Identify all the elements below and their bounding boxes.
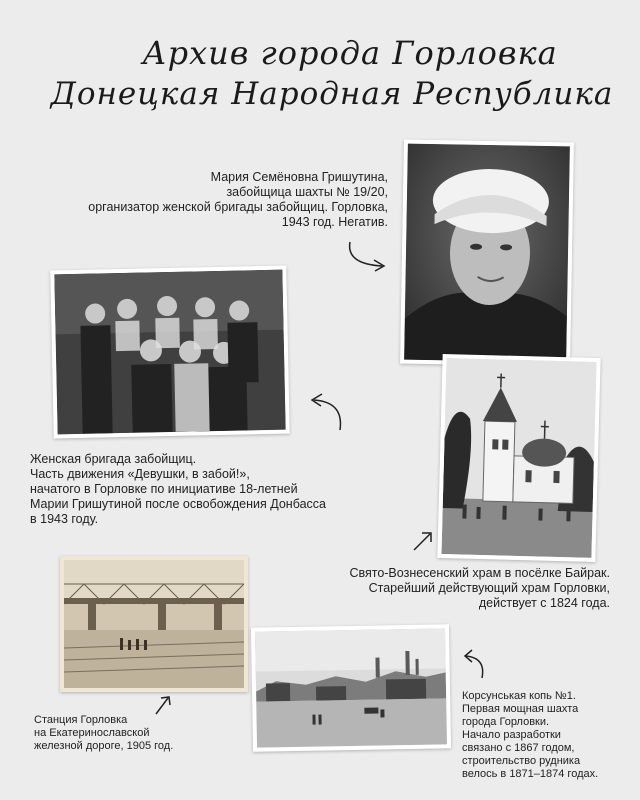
caption-line: города Горловки.	[462, 716, 550, 728]
caption-mine	[462, 690, 632, 781]
caption-line: Свято-Вознесенский храм в посёлке Байрак.	[349, 566, 610, 580]
page-title-line-1: Архив города Горловка	[142, 34, 558, 72]
caption-line: начатого в Горловке по инициативе 18-летней	[30, 482, 298, 496]
portrait-illustration	[404, 144, 570, 363]
caption-line: Мария Семёновна Гришутина,	[210, 170, 388, 184]
church-photo	[437, 354, 600, 562]
mine-illustration	[255, 628, 447, 747]
caption-line: 1943 год. Негатив.	[281, 215, 388, 229]
caption-line: организатор женской бригады забойщиц. Горловка,	[88, 200, 388, 214]
page-title-line-2: Донецкая Народная Республика	[50, 76, 614, 112]
caption-line: Корсунськая копь №1.	[462, 690, 576, 702]
caption-station	[34, 714, 234, 753]
caption-line: Станция Горловка	[34, 714, 128, 726]
caption-line: Женская бригада забойщиц.	[30, 452, 197, 466]
caption-brigade	[30, 452, 410, 527]
arrow-to-church-icon	[410, 528, 436, 554]
caption-line: Марии Гришутиной после освобождения Донбасса	[30, 497, 326, 511]
caption-grishutina	[30, 170, 388, 230]
caption-line: Старейший действующий храм Горловки,	[368, 581, 610, 595]
caption-line: железной дороге, 1905 год.	[34, 740, 174, 752]
caption-line: забойщица шахты № 19/20,	[226, 185, 388, 199]
arrow-to-brigade-icon	[302, 390, 346, 434]
brigade-illustration	[54, 270, 285, 435]
caption-line: на Екатеринославской	[34, 727, 150, 739]
station-illustration	[64, 560, 244, 688]
portrait-photo	[400, 140, 574, 367]
caption-church	[260, 566, 610, 611]
church-illustration	[441, 358, 596, 558]
arrow-to-portrait-icon	[344, 238, 392, 274]
caption-line: строительство рудника	[462, 755, 581, 767]
caption-line: Часть движения «Девушки, в забой!»,	[30, 467, 250, 481]
station-photo	[60, 556, 248, 692]
caption-line: действует с 1824 года.	[478, 596, 610, 610]
caption-line: связано с 1867 годом,	[462, 742, 575, 754]
brigade-photo	[50, 266, 289, 439]
mine-photo	[251, 624, 451, 751]
caption-line: Начало разработки	[462, 729, 561, 741]
caption-line: Первая мощная шахта	[462, 703, 579, 715]
caption-line: велось в 1871–1874 годах.	[462, 768, 599, 780]
caption-line: в 1943 году.	[30, 512, 99, 526]
arrow-to-mine-icon	[460, 648, 490, 682]
